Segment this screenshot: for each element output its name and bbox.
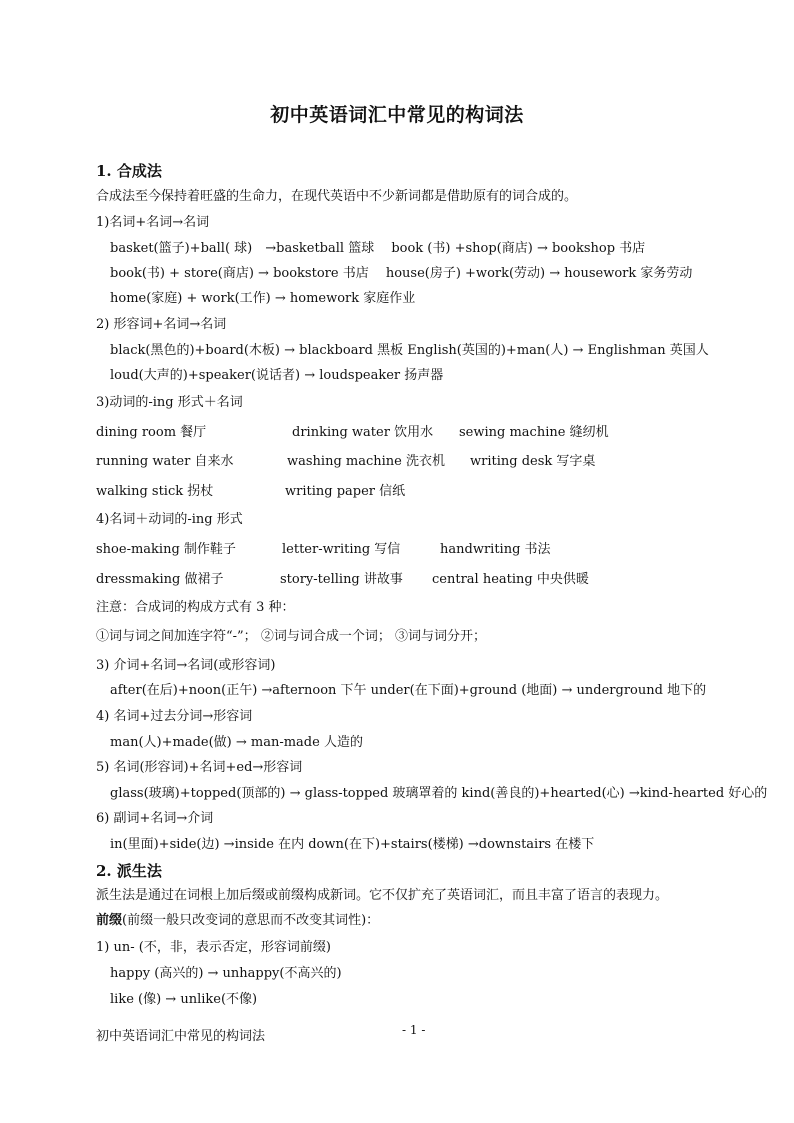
grid-cell: walking stick 拐杖 bbox=[96, 484, 214, 499]
note-text: ①词与词之间加连字符“-”； ②词与词合成一个词； ③词与词分开； bbox=[96, 629, 486, 644]
rule-noun-ing: 4)名词＋动词的-ing 形式 bbox=[96, 512, 243, 527]
page-title: 初中英语词汇中常见的构词法 bbox=[270, 104, 524, 126]
grid-cell: writing desk 写字桌 bbox=[470, 454, 596, 469]
grid-cell: letter-writing 写信 bbox=[282, 542, 401, 557]
example-line: like (像) → unlike(不像) bbox=[110, 992, 258, 1007]
grid-cell: dining room 餐厅 bbox=[96, 425, 207, 440]
prefix-note: (前缀一般只改变词的意思而不改变其词性)： bbox=[122, 913, 380, 928]
grid-cell: writing paper 信纸 bbox=[285, 484, 406, 499]
example-line: man(人)+made(做) → man-made 人造的 bbox=[110, 735, 363, 750]
grid-cell: dressmaking 做裙子 bbox=[96, 572, 224, 587]
example-line: in(里面)+side(边) →inside 在内 down(在下)+stairs(楼梯) →downstairs 在楼下 bbox=[110, 837, 595, 852]
rule-noun-pp: 4) 名词+过去分词→形容词 bbox=[96, 709, 253, 724]
footer-doc-title: 初中英语词汇中常见的构词法 bbox=[96, 1029, 266, 1044]
note-heading: 注意：合成词的构成方式有 3 种： bbox=[96, 600, 295, 615]
section-heading-compound: 1. 合成法 bbox=[96, 162, 162, 180]
example-line: home(家庭) + work(工作) → homework 家庭作业 bbox=[110, 291, 416, 306]
example-line: happy (高兴的) → unhappy(不高兴的) bbox=[110, 966, 342, 981]
example-line: loud(大声的)+speaker(说话者) → loudspeaker 扬声器 bbox=[110, 368, 444, 383]
grid-cell: drinking water 饮用水 bbox=[292, 425, 434, 440]
prefix-label: 前缀 bbox=[96, 913, 123, 928]
rule-noun-ed: 5) 名词(形容词)+名词+ed→形容词 bbox=[96, 760, 303, 775]
rule-adj-noun: 2) 形容词+名词→名词 bbox=[96, 317, 227, 332]
grid-cell: story-telling 讲故事 bbox=[280, 572, 403, 587]
example-line: basket(篮子)+ball( 球) →basketball 篮球 book (书) +shop(商店) → bookshop 书店 bbox=[110, 241, 646, 256]
compound-intro: 合成法至今保持着旺盛的生命力，在现代英语中不少新词都是借助原有的词合成的。 bbox=[96, 189, 578, 204]
rule-adv-noun: 6) 副词+名词→介词 bbox=[96, 811, 214, 826]
example-line: after(在后)+noon(正午) →afternoon 下午 under(在下面)+ground (地面) → underground 地下的 bbox=[110, 683, 707, 698]
section-heading-derivation: 2. 派生法 bbox=[96, 862, 162, 880]
grid-cell: central heating 中央供暖 bbox=[432, 572, 589, 587]
example-line: black(黑色的)+board(木板) → blackboard 黑板 English(英国的)+man(人) → Englishman 英国人 bbox=[110, 343, 709, 358]
grid-cell: handwriting 书法 bbox=[440, 542, 551, 557]
grid-cell: shoe-making 制作鞋子 bbox=[96, 542, 236, 557]
grid-cell: running water 自来水 bbox=[96, 454, 234, 469]
rule-noun-noun: 1)名词+名词→名词 bbox=[96, 215, 210, 230]
footer-page-number: - 1 - bbox=[402, 1023, 426, 1037]
rule-prep-noun: 3) 介词+名词→名词(或形容词) bbox=[96, 658, 276, 673]
example-line: book(书) + store(商店) → bookstore 书店 house(房子) +work(劳动) → housework 家务劳动 bbox=[110, 266, 693, 281]
derivation-intro: 派生法是通过在词根上加后缀或前缀构成新词。它不仅扩充了英语词汇，而且丰富了语言的表现力。 bbox=[96, 888, 669, 903]
example-line: glass(玻璃)+topped(顶部的) → glass-topped 玻璃罩着的 kind(善良的)+hearted(心) →kind-hearted 好心的 bbox=[110, 786, 768, 801]
prefix-un-rule: 1) un- (不，非，表示否定，形容词前缀) bbox=[96, 940, 331, 955]
grid-cell: sewing machine 缝纫机 bbox=[459, 425, 609, 440]
grid-cell: washing machine 洗衣机 bbox=[287, 454, 445, 469]
prefix-line bbox=[96, 912, 379, 930]
rule-ing-noun: 3)动词的-ing 形式＋名词 bbox=[96, 395, 243, 410]
